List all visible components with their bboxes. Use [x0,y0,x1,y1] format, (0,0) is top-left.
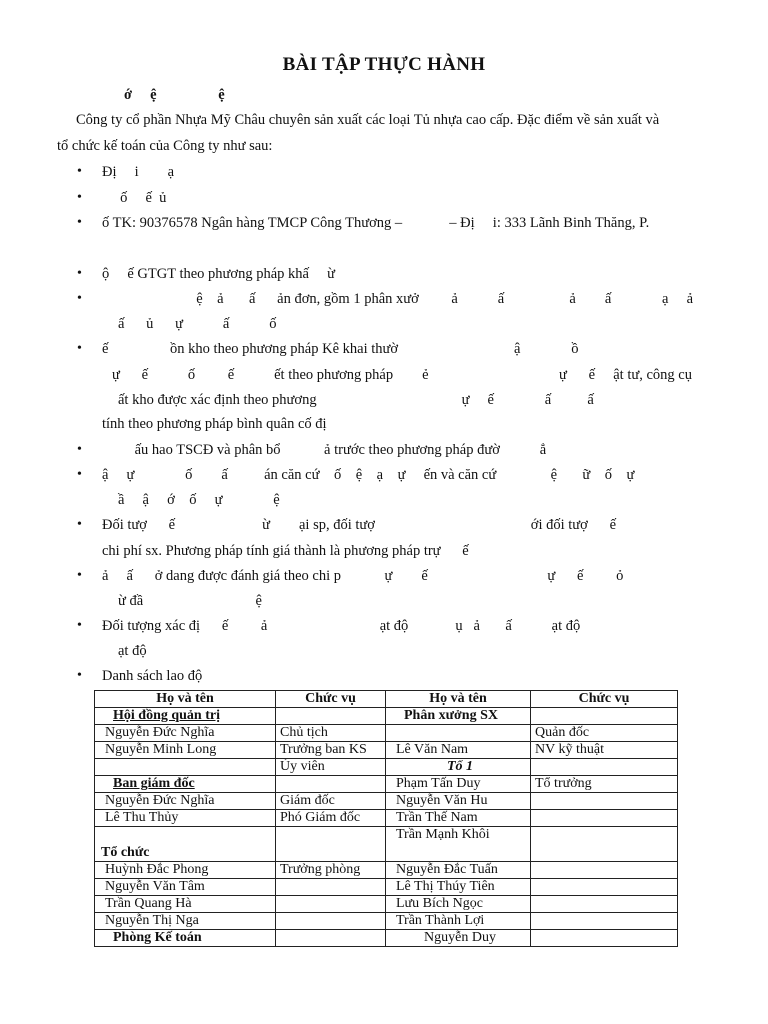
bullet-text-wip-cont: ừ đầ ệ [118,593,262,609]
bullet-text-business-result-cont: ạt độ [118,643,147,659]
table-cell [531,930,678,947]
table-cell: Nguyễn Văn Tâm [95,879,276,896]
bullet-text-address: Đị i ạ [102,164,175,180]
bullet-marker: • [77,618,82,633]
table-row [95,810,678,827]
bullet-marker: • [77,668,82,683]
table-cell: Phạm Tấn Duy [386,776,531,793]
group-team-1: Tổ 1 [386,759,531,776]
bullet-marker: • [77,266,82,281]
bullet-text-vat: ộ ế GTGT theo phương pháp khấ ừ [102,266,335,282]
table-cell: Nguyễn Thị Nga [95,913,276,930]
table-row [95,896,678,913]
table-row [95,725,678,742]
bullet-marker: • [77,568,82,583]
table-cell [531,879,678,896]
group-organization-dept: Tổ chức [95,827,276,862]
table-cell: Phó Giám đốc [276,810,386,827]
table-cell: Trần Quang Hà [95,896,276,913]
table-cell: Lê Thu Thủy [95,810,276,827]
document-title: BÀI TẬP THỰC HÀNH [282,54,486,75]
table-cell: NV kỹ thuật [531,742,678,759]
table-row [95,742,678,759]
bullet-text-cost-object: Đối tượ ế ừ ại sp, đối tượ ới đối tượ ế [102,517,617,533]
table-cell: Trần Mạnh Khôi [386,827,531,862]
bullet-text-inventory: ế ồn kho theo phương pháp Kê khai thườ ậ ồ [102,341,579,357]
table-row [95,827,678,862]
table-cell [276,827,386,862]
intro-paragraph-line-1: Công ty cổ phần Nhựa Mỹ Châu chuyên sản xuất các loại Tủ nhựa cao cấp. Đặc điểm về sản xuất và [76,112,660,128]
bullet-text-wip: ả ấ ở dang được đánh giá theo chi p ự ế ự ế ỏ [102,568,624,584]
bullet-marker: • [77,467,82,482]
table-cell [276,896,386,913]
bullet-marker: • [77,341,82,356]
table-cell: Huỳnh Đắc Phong [95,862,276,879]
table-cell: Chủ tịch [276,725,386,742]
table-cell [276,913,386,930]
group-management-board: Ban giám đốc [95,776,276,793]
table-cell: Trần Thành Lợi [386,913,531,930]
table-cell [531,708,678,725]
bullet-text-accounting-basis: ậ ự ố ấ án căn cứ ố ệ ạ ự ến và căn cứ ệ ữ ố ự [102,467,635,483]
bullet-marker: • [77,215,82,230]
table-cell: Lê Văn Nam [386,742,531,759]
bullet-text-cost-object-cont: chi phí sx. Phương pháp tính giá thành là phương pháp trự ế [102,543,469,559]
header-name-2: Họ và tên [386,691,531,708]
bullet-text-accounting-basis-cont: ầ ậ ớ ố ự ệ [118,492,280,508]
bullet-text-inventory-cont-1: ự ế ố ế ết theo phương pháp ẻ ự ế ật tư, công cụ [112,367,692,383]
header-name-1: Họ và tên [95,691,276,708]
bullet-text-production-cont: ấ ủ ự ấ ố [118,316,277,332]
table-row [95,930,678,947]
table-cell [531,896,678,913]
bullet-marker: • [77,190,82,205]
table-cell: Nguyễn Duy [386,930,531,947]
bullet-text-production: ệ ả ấ ản đơn, gồm 1 phân xưở ả ấ ả ấ ạ ả [102,291,694,307]
staff-table [94,690,678,947]
table-cell [531,862,678,879]
bullet-text-inventory-cont-2: ất kho được xác định theo phương ự ế ấ ấ [118,392,594,408]
table-cell [276,879,386,896]
bullet-text-inventory-cont-3: tính theo phương pháp bình quân cố đị [102,416,327,432]
table-cell: Nguyễn Văn Hu [386,793,531,810]
table-cell: Giám đốc [276,793,386,810]
table-cell: Nguyễn Đắc Tuấn [386,862,531,879]
table-cell [276,930,386,947]
table-cell [276,776,386,793]
table-cell [531,827,678,862]
table-row [95,862,678,879]
table-cell: Nguyễn Đức Nghĩa [95,793,276,810]
table-cell: Tổ trưởng [531,776,678,793]
header-position-1: Chức vụ [276,691,386,708]
table-cell [95,759,276,776]
table-cell: Trưởng phòng [276,862,386,879]
section-subtitle: ớ ệ ệ [124,87,225,103]
table-cell: Trưởng ban KS [276,742,386,759]
table-cell [531,759,678,776]
table-row [95,879,678,896]
table-cell [386,725,531,742]
table-row [95,913,678,930]
bullet-text-bank-account: ố TK: 90376578 Ngân hàng TMCP Công Thương – – Đị i: 333 Lãnh Binh Thăng, P. [102,215,650,231]
bullet-marker: • [77,442,82,457]
table-cell [276,708,386,725]
table-cell: Nguyễn Đức Nghĩa [95,725,276,742]
table-cell [531,810,678,827]
table-row [95,708,678,725]
bullet-marker: • [77,291,82,306]
table-cell [531,913,678,930]
bullet-marker: • [77,517,82,532]
table-row [95,793,678,810]
group-accounting-dept: Phòng Kế toán [95,930,276,947]
intro-paragraph-line-2: tổ chức kế toán của Công ty như sau: [57,138,273,154]
table-row [95,776,678,793]
table-row [95,759,678,776]
header-position-2: Chức vụ [531,691,678,708]
table-cell: Nguyễn Minh Long [95,742,276,759]
table-cell: Quản đốc [531,725,678,742]
bullet-text-staff-list: Danh sách lao độ [102,668,203,684]
group-board-of-directors: Hội đồng quản trị [95,708,276,725]
table-cell: Trần Thế Nam [386,810,531,827]
table-cell: Lưu Bích Ngọc [386,896,531,913]
table-cell: Lê Thị Thúy Tiên [386,879,531,896]
bullet-text-business-result: Đối tượng xác đị ế ả ạt độ ụ ả ấ ạt độ [102,618,581,634]
bullet-text-depreciation: ấu hao TSCĐ và phân bổ ả trước theo phương pháp đườ ẳ [102,442,547,458]
table-cell: Ủy viên [276,759,386,776]
table-cell [531,793,678,810]
bullet-text-tax-code: ố ế ủ [102,190,167,206]
bullet-marker: • [77,164,82,179]
group-production-workshop: Phân xưởng SX [386,708,531,725]
table-header-row [95,691,678,708]
